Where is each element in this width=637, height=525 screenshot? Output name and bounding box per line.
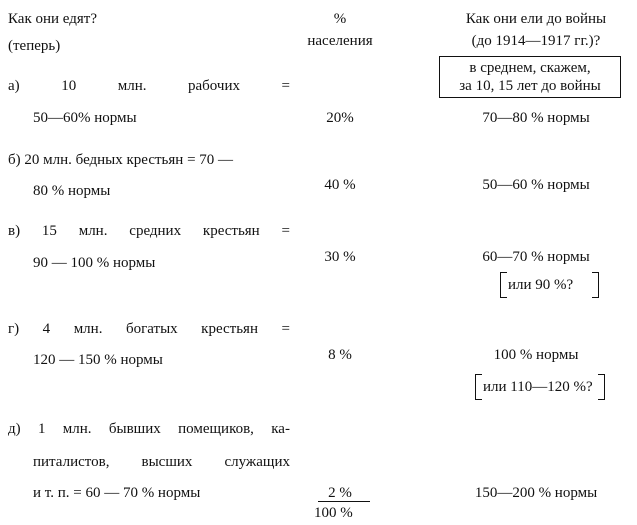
row-g-word: млн. xyxy=(73,321,103,337)
row-a-line1 xyxy=(8,77,290,95)
row-v-word: 15 xyxy=(41,223,57,239)
row-a-percent: 20% xyxy=(326,110,354,126)
row-a-line2: 50—60% нормы xyxy=(33,110,137,126)
row-v-word: крестьян xyxy=(202,223,260,239)
row-g-line1 xyxy=(8,320,290,338)
header-col3-box-line1: в среднем, скажем, xyxy=(469,60,591,76)
header-col1-line2: (теперь) xyxy=(8,38,61,54)
row-d-word: бывших xyxy=(108,421,161,437)
row-v-note-bracket-left xyxy=(500,272,507,298)
row-v-word: млн. xyxy=(78,223,108,239)
row-v-note: или 90 %? xyxy=(508,277,574,293)
row-v-line1 xyxy=(8,222,290,240)
total-percent: 100 % xyxy=(314,505,353,521)
row-d-word: высших xyxy=(141,454,193,470)
row-g-word: г) xyxy=(8,321,20,337)
row-g-word: 4 xyxy=(42,321,51,337)
row-g-note-bracket-left xyxy=(475,374,482,400)
header-col2-line1: % xyxy=(333,11,347,27)
row-g-note-bracket-right xyxy=(598,374,605,400)
row-g-word: крестьян xyxy=(201,321,258,337)
header-col3-box xyxy=(439,56,621,98)
header-col3-box-line2: за 10, 15 лет до войны xyxy=(459,78,601,94)
row-v-before: 60—70 % нормы xyxy=(482,249,590,265)
row-d-word: помещиков, xyxy=(178,421,254,437)
row-b-percent: 40 % xyxy=(324,177,356,193)
row-d-word: млн. xyxy=(62,421,92,437)
row-g-line2: 120 — 150 % нормы xyxy=(33,352,163,368)
row-a-word: = xyxy=(281,78,290,94)
row-d-before: 150—200 % нормы xyxy=(474,485,598,501)
row-d-word: 1 xyxy=(37,421,46,437)
header-col3-line1: Как они ели до войны xyxy=(465,11,607,27)
row-a-word: млн. xyxy=(117,78,147,94)
row-b-line2: 80 % нормы xyxy=(33,183,111,199)
row-v-word: в) xyxy=(8,223,21,239)
header-col3-line2: (до 1914—1917 гг.)? xyxy=(471,33,601,49)
row-d-line2 xyxy=(33,453,290,471)
row-b-before: 50—60 % нормы xyxy=(482,177,590,193)
row-d-line3: и т. п. = 60 — 70 % нормы xyxy=(33,485,201,501)
row-v-word: средних xyxy=(129,223,182,239)
row-a-word: 10 xyxy=(61,78,77,94)
row-g-percent: 8 % xyxy=(328,347,352,363)
row-g-word: богатых xyxy=(125,321,178,337)
row-g-note: или 110—120 %? xyxy=(483,379,593,395)
row-v-word: = xyxy=(281,223,290,239)
row-g-before: 100 % нормы xyxy=(493,347,579,363)
header-col1-line1: Как они едят? xyxy=(8,11,98,27)
row-v-line2: 90 — 100 % нормы xyxy=(33,255,156,271)
row-d-word: д) xyxy=(8,421,21,437)
row-a-word: рабочих xyxy=(188,78,240,94)
total-rule xyxy=(318,501,370,502)
row-b-line1: б) 20 млн. бедных крестьян = 70 — xyxy=(8,152,234,168)
row-d-word: питалистов, xyxy=(33,454,110,470)
row-v-percent: 30 % xyxy=(324,249,356,265)
row-d-word: служащих xyxy=(224,454,290,470)
row-d-word: ка- xyxy=(271,421,290,437)
row-v-note-bracket-right xyxy=(592,272,599,298)
header-col2-line2: населения xyxy=(307,33,373,49)
row-g-word: = xyxy=(281,321,290,337)
row-d-percent: 2 % xyxy=(328,485,352,501)
row-a-word: а) xyxy=(8,78,20,94)
row-a-before: 70—80 % нормы xyxy=(482,110,590,126)
row-d-line1 xyxy=(8,420,290,438)
